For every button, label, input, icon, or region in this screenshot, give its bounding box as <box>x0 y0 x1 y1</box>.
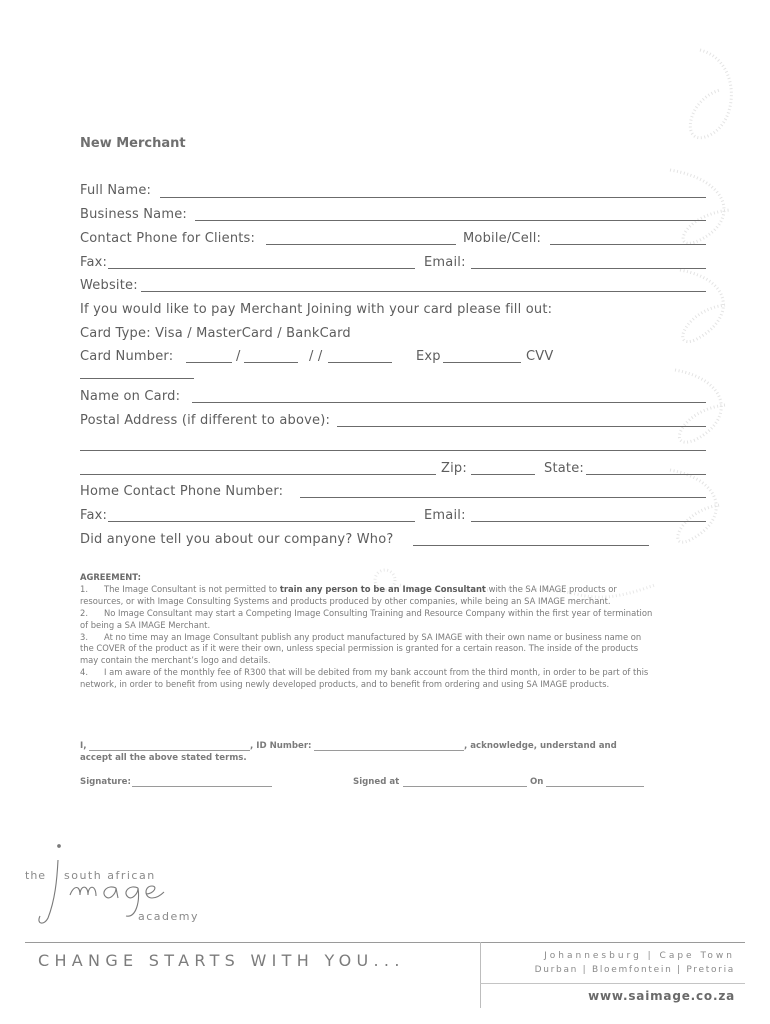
fax-2-label: Fax: <box>80 508 108 523</box>
agreement-item-1-text-a: The Image Consultant is not permitted to <box>103 583 280 594</box>
card-number-field-1[interactable] <box>186 362 232 363</box>
postal-address-label: Postal Address (if different to above): <box>80 413 331 428</box>
ack-i-label: I, <box>80 741 87 751</box>
card-intro-text: If you would like to pay Merchant Joining with your card please fill out: <box>80 302 553 317</box>
agreement-item-3-text: At no time may an Image Consultant publish any product manufactured by SA IMAGE with their own name or business name on the COVER of the product as if it were their own, unless special permission is granted for a certain reason. The inside of the products may contain the merchant’s logo and details. <box>80 631 642 666</box>
cvv-label: CVV <box>526 349 554 364</box>
footer-vertical-rule <box>480 942 481 1008</box>
email-field[interactable] <box>471 268 706 269</box>
agreement-item-2 <box>80 608 655 632</box>
card-number-field-3[interactable] <box>328 362 392 363</box>
agreement-item-3 <box>80 632 655 668</box>
form-title: New Merchant <box>80 136 186 151</box>
contact-phone-label: Contact Phone for Clients: <box>80 231 256 246</box>
footer-slogan: CHANGE STARTS WITH YOU... <box>38 951 405 970</box>
referral-label: Did anyone tell you about our company? Who? <box>80 532 394 547</box>
card-number-field-2[interactable] <box>244 362 298 363</box>
agreement-item-2-number: 2. <box>80 607 88 618</box>
image-watermark-graphic <box>640 40 750 580</box>
contact-phone-field[interactable] <box>266 244 456 245</box>
signature-field[interactable] <box>132 786 272 787</box>
agreement-item-1-number: 1. <box>80 583 88 594</box>
fax-2-field[interactable] <box>108 521 415 522</box>
card-number-label: Card Number: <box>80 349 174 364</box>
exp-label: Exp <box>416 349 441 364</box>
on-label: On <box>530 777 544 787</box>
website-field[interactable] <box>141 291 706 292</box>
card-number-separator-1: / <box>236 349 241 364</box>
full-name-field[interactable] <box>160 197 706 198</box>
agreement-item-4-text: I am aware of the monthly fee of R300 that will be debited from my bank account from the third month, in order to be part of this network, in order to benefit from using newly developed products, and to benefit from ordering and using SA IMAGE products. <box>80 667 649 690</box>
agreement-item-2-text: No Image Consultant may start a Competing Image Consulting Training and Resource Company within the first year of termination of being a SA IMAGE Merchant. <box>80 607 653 630</box>
agreement-heading: AGREEMENT: <box>80 572 141 582</box>
on-date-field[interactable] <box>546 786 644 787</box>
agreement-item-1-bold: train any person to be an Image Consultant <box>279 583 486 594</box>
footer-cities-line-2: Durban | Bloemfontein | Pretoria <box>534 965 735 975</box>
card-number-separator-2: / / <box>309 349 323 364</box>
ack-rest-text: , acknowledge, understand and <box>464 741 617 751</box>
postal-address-field-2[interactable] <box>80 450 706 451</box>
ack-name-field[interactable] <box>89 750 250 751</box>
mobile-label: Mobile/Cell: <box>463 231 542 246</box>
full-name-label: Full Name: <box>80 183 152 198</box>
postal-address-field-1[interactable] <box>337 426 706 427</box>
mobile-field[interactable] <box>550 244 706 245</box>
logo-south-african-text: south african <box>64 869 156 882</box>
business-name-field[interactable] <box>195 220 706 221</box>
ack-id-field[interactable] <box>314 750 464 751</box>
agreement-item-1 <box>80 584 655 608</box>
footer-inner-rule <box>480 983 745 984</box>
cvv-field[interactable] <box>80 378 194 379</box>
exp-field[interactable] <box>443 362 521 363</box>
logo-academy-text: academy <box>138 910 200 923</box>
agreement-block <box>80 572 655 691</box>
email-2-field[interactable] <box>471 521 706 522</box>
logo-the-text: the <box>25 869 47 882</box>
signed-at-label: Signed at <box>353 777 400 787</box>
business-name-label: Business Name: <box>80 207 187 222</box>
agreement-item-1-text-b: with the SA IMAGE products or resources, or with Image Consulting Systems and products produced by other companies, while being an SA IMAGE merchant. <box>80 583 617 606</box>
footer-cities-line-1: Johannesburg | Cape Town <box>544 951 735 961</box>
name-on-card-field[interactable] <box>192 402 706 403</box>
email-label: Email: <box>424 255 466 270</box>
fax-label: Fax: <box>80 255 108 270</box>
referral-field[interactable] <box>413 545 649 546</box>
ack-id-label: , ID Number: <box>250 741 312 751</box>
zip-label: Zip: <box>441 461 467 476</box>
zip-field[interactable] <box>471 474 535 475</box>
website-label: Website: <box>80 278 138 293</box>
fax-field[interactable] <box>108 268 415 269</box>
signed-at-field[interactable] <box>403 786 527 787</box>
card-type-text: Card Type: Visa / MasterCard / BankCard <box>80 326 351 341</box>
signature-label: Signature: <box>80 777 131 787</box>
home-phone-field[interactable] <box>300 497 706 498</box>
name-on-card-label: Name on Card: <box>80 389 181 404</box>
footer-website-link[interactable]: www.saimage.co.za <box>588 989 735 1003</box>
postal-address-field-3[interactable] <box>80 474 436 475</box>
footer-top-rule <box>25 942 745 943</box>
state-label: State: <box>544 461 584 476</box>
home-phone-label: Home Contact Phone Number: <box>80 484 284 499</box>
state-field[interactable] <box>586 474 706 475</box>
agreement-item-4 <box>80 667 655 691</box>
agreement-item-3-number: 3. <box>80 631 88 642</box>
ack-line-2-text: accept all the above stated terms. <box>80 753 247 763</box>
email-2-label: Email: <box>424 508 466 523</box>
agreement-item-4-number: 4. <box>80 667 88 678</box>
